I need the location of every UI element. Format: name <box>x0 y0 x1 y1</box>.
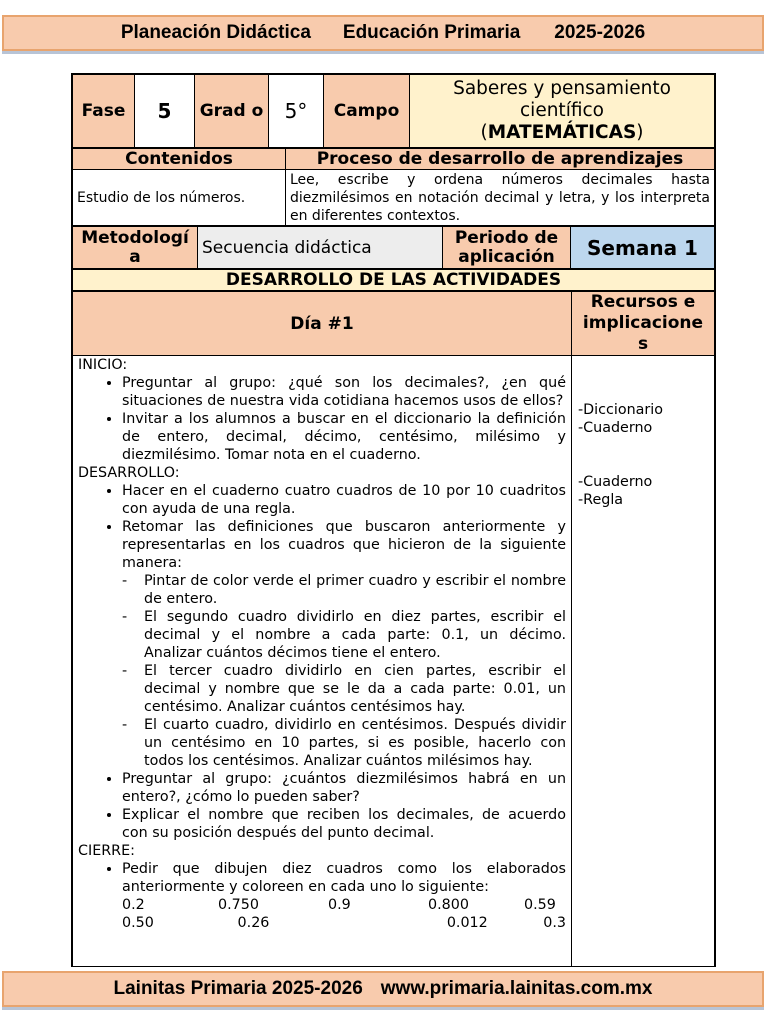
contenidos-table <box>72 148 715 226</box>
inicio-item-1: • Preguntar al grupo: ¿qué son los decimales?, ¿en qué situaciones de nuestra vida cotidiana hacemos usos de ellos? <box>122 374 566 410</box>
numero: 0.800 <box>428 897 469 913</box>
inicio-label: INICIO: <box>78 357 128 373</box>
actividades-table <box>72 291 715 967</box>
recurso-diccionario: -Diccionario <box>578 402 663 418</box>
metodologia-label: Metodologí a <box>73 227 198 269</box>
desarrollo-item-2-text: Retomar las definiciones que buscaron anteriormente y representarlas en los cuadros que hicieron de la siguiente manera: <box>122 519 566 571</box>
sub-item-1: - Pintar de color verde el primer cuadro y escribir el nombre de entero. <box>144 572 566 608</box>
fase-label: Fase <box>73 75 135 148</box>
proceso-value: Lee, escribe y ordena números decimales hasta diezmilésimos en notación decimal y letra, y los interpreta en diferentes contextos. <box>286 170 715 226</box>
grado-label: Grad o <box>195 75 269 148</box>
footer-banner <box>2 971 764 1007</box>
actividades-content <box>73 356 572 968</box>
header-level: Educación Primaria <box>342 22 521 43</box>
desarrollo-title-table <box>72 269 715 291</box>
campo-line-2: científico <box>520 100 604 121</box>
desarrollo-title: DESARROLLO DE LAS ACTIVIDADES <box>73 270 715 291</box>
recurso-cuaderno-2: -Cuaderno <box>578 474 653 490</box>
desarrollo-item-3: • Preguntar al grupo: ¿cuántos diezmilésimos habrá en un entero?, ¿cómo lo pueden saber? <box>122 770 566 806</box>
contenidos-label: Contenidos <box>73 149 286 170</box>
inicio-list <box>78 374 566 464</box>
dia-label: Día #1 <box>73 292 572 356</box>
header-plan: Planeación Didáctica <box>120 22 311 43</box>
footer-site: Lainitas Primaria 2025-2026 <box>113 978 363 999</box>
cierre-label: CIERRE: <box>78 843 135 859</box>
periodo-value: Semana 1 <box>571 227 715 269</box>
header-year: 2025-2026 <box>554 22 646 43</box>
desarrollo-label: DESARROLLO: <box>78 465 180 481</box>
recurso-cuaderno: -Cuaderno <box>578 420 653 436</box>
numero: 0.9 <box>328 897 351 913</box>
proceso-label: Proceso de desarrollo de aprendizajes <box>286 149 715 170</box>
lesson-plan-sheet <box>71 73 716 967</box>
cierre-item-1: • Pedir que dibujen diez cuadros como los elaborados anteriormente y coloreen en cada uno lo siguiente: <box>122 860 566 896</box>
numeros-fila-2 <box>78 914 566 932</box>
info-table <box>72 74 715 148</box>
campo-label: Campo <box>324 75 410 148</box>
numero: 0.26 <box>237 915 270 931</box>
grado-value: 5° <box>269 75 324 148</box>
campo-value <box>410 75 715 148</box>
header-banner <box>2 15 764 51</box>
metodologia-table <box>72 226 715 269</box>
inicio-item-2: • Invitar a los alumnos a buscar en el diccionario la definición de entero, decimal, décimo, centésimo, milésimo y diezmilésimo. Tomar nota en el cuaderno. <box>122 410 566 464</box>
numeros-fila-1 <box>78 896 566 914</box>
numero: 0.750 <box>218 897 259 913</box>
recursos-label: Recursos e implicacione s <box>572 292 715 356</box>
campo-line-1: Saberes y pensamiento <box>453 78 671 99</box>
subject-name: MATEMÁTICAS <box>487 122 637 143</box>
campo-subject: (MATEMÁTICAS) <box>480 122 644 143</box>
numero: 0.50 <box>122 915 154 931</box>
recursos-content <box>572 356 715 968</box>
periodo-label: Periodo de aplicación <box>443 227 571 269</box>
desarrollo-item-1: • Hacer en el cuaderno cuatro cuadros de 10 por 10 cuadritos con ayuda de una regla. <box>122 482 566 518</box>
desarrollo-list <box>78 482 566 842</box>
metodologia-value: Secuencia didáctica <box>198 227 443 269</box>
footer-url[interactable]: www.primaria.lainitas.com.mx <box>380 978 653 999</box>
cierre-list <box>78 860 566 896</box>
numero: 0.59 <box>524 897 556 913</box>
desarrollo-sublist <box>122 572 566 770</box>
contenidos-value: Estudio de los números. <box>73 170 286 226</box>
desarrollo-item-2 <box>122 518 566 770</box>
recurso-regla: -Regla <box>578 492 624 508</box>
fase-value: 5 <box>135 75 195 148</box>
numero: 0.012 <box>446 915 488 931</box>
sub-item-3: - El tercer cuadro dividirlo en cien partes, escribir el decimal y nombre que se le da a cada parte: 0.01, un centésimo. Analizar cuántos centésimos hay. <box>144 662 566 716</box>
numero: 0.3 <box>543 915 566 931</box>
desarrollo-item-4: • Explicar el nombre que reciben los decimales, de acuerdo con su posición después del punto decimal. <box>122 806 566 842</box>
sub-item-2: - El segundo cuadro dividirlo en diez partes, escribir el decimal y el nombre a cada parte: 0.1, un décimo. Analizar cuántos décimos tiene el entero. <box>144 608 566 662</box>
sub-item-4: - El cuarto cuadro, dividirlo en centésimos. Después dividir un centésimo en 10 partes, si es posible, hacerlo con todos los centésimos. Analizar cuántos milésimos hay. <box>144 716 566 770</box>
numero: 0.2 <box>122 897 145 913</box>
